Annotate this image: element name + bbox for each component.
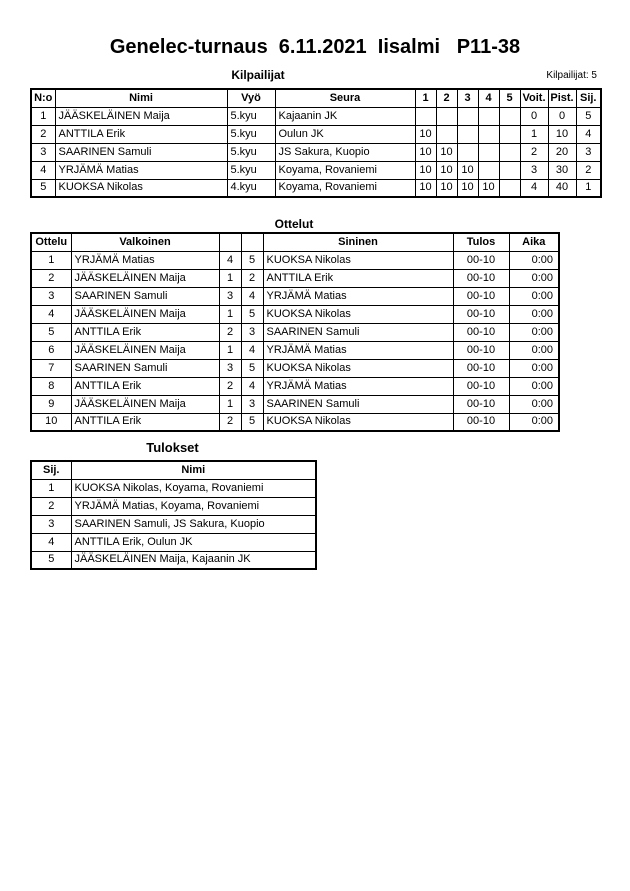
cell-match-no: 5 (31, 323, 71, 341)
cell-white-name: SAARINEN Samuli (71, 287, 219, 305)
cell-time: 0:00 (509, 341, 559, 359)
cell-result: 00-10 (453, 305, 509, 323)
cell-result-name: JÄÄSKELÄINEN Maija, Kajaanin JK (71, 551, 316, 569)
cell-round-4 (478, 143, 499, 161)
col-header-valkoinen: Valkoinen (71, 233, 219, 251)
cell-time: 0:00 (509, 251, 559, 269)
match-row (31, 341, 559, 359)
cell-white-name: ANTTILA Erik (71, 377, 219, 395)
cell-round-3 (457, 125, 478, 143)
results-table (30, 460, 317, 570)
cell-seura: Koyama, Rovaniemi (275, 179, 415, 197)
col-header-5: 5 (499, 89, 520, 107)
cell-white-name: ANTTILA Erik (71, 323, 219, 341)
cell-blue-name: YRJÄMÄ Matias (263, 341, 453, 359)
results-header-row (31, 461, 316, 479)
cell-result: 00-10 (453, 395, 509, 413)
cell-no: 5 (31, 179, 55, 197)
col-header-white-no (219, 233, 241, 251)
cell-round-3: 10 (457, 179, 478, 197)
col-header-pist: Pist. (548, 89, 576, 107)
cell-white-name: JÄÄSKELÄINEN Maija (71, 341, 219, 359)
matches-table (30, 232, 560, 432)
cell-result-name: KUOKSA Nikolas, Koyama, Rovaniemi (71, 479, 316, 497)
cell-result-name: ANTTILA Erik, Oulun JK (71, 533, 316, 551)
cell-voit: 0 (520, 107, 548, 125)
cell-result-name: YRJÄMÄ Matias, Koyama, Rovaniemi (71, 497, 316, 515)
section-title-results: Tulokset (146, 440, 199, 455)
cell-pist: 40 (548, 179, 576, 197)
cell-pist: 0 (548, 107, 576, 125)
cell-round-1: 10 (415, 179, 436, 197)
cell-blue-name: SAARINEN Samuli (263, 395, 453, 413)
col-header-ottelu: Ottelu (31, 233, 71, 251)
match-row (31, 413, 559, 431)
col-header-blue-no (241, 233, 263, 251)
result-row (31, 551, 316, 569)
cell-round-1: 10 (415, 125, 436, 143)
cell-placement: 4 (31, 533, 71, 551)
cell-round-1: 10 (415, 143, 436, 161)
cell-round-2: 10 (436, 143, 457, 161)
cell-result: 00-10 (453, 413, 509, 431)
cell-voit: 1 (520, 125, 548, 143)
competitor-row (31, 179, 601, 197)
cell-vyo: 5.kyu (227, 143, 275, 161)
cell-blue-no: 4 (241, 341, 263, 359)
cell-result: 00-10 (453, 251, 509, 269)
competitors-header-row (31, 89, 601, 107)
cell-vyo: 5.kyu (227, 125, 275, 143)
cell-seura: Kajaanin JK (275, 107, 415, 125)
cell-time: 0:00 (509, 269, 559, 287)
cell-vyo: 4.kyu (227, 179, 275, 197)
cell-sij: 5 (576, 107, 601, 125)
cell-vyo: 5.kyu (227, 107, 275, 125)
col-header-placement: Sij. (31, 461, 71, 479)
cell-sij: 1 (576, 179, 601, 197)
cell-placement: 1 (31, 479, 71, 497)
col-header-sij: Sij. (576, 89, 601, 107)
cell-no: 2 (31, 125, 55, 143)
cell-time: 0:00 (509, 377, 559, 395)
cell-blue-name: SAARINEN Samuli (263, 323, 453, 341)
cell-round-4 (478, 107, 499, 125)
page-title: Genelec-turnaus 6.11.2021 Iisalmi P11-38 (109, 36, 521, 58)
cell-match-no: 8 (31, 377, 71, 395)
col-header-sininen: Sininen (263, 233, 453, 251)
cell-seura: Koyama, Rovaniemi (275, 161, 415, 179)
cell-blue-name: KUOKSA Nikolas (263, 413, 453, 431)
cell-blue-no: 4 (241, 287, 263, 305)
cell-result: 00-10 (453, 269, 509, 287)
cell-blue-name: KUOKSA Nikolas (263, 359, 453, 377)
cell-placement: 2 (31, 497, 71, 515)
cell-placement: 3 (31, 515, 71, 533)
cell-no: 4 (31, 161, 55, 179)
match-row (31, 251, 559, 269)
cell-white-name: YRJÄMÄ Matias (71, 251, 219, 269)
cell-white-no: 4 (219, 251, 241, 269)
cell-white-name: JÄÄSKELÄINEN Maija (71, 305, 219, 323)
cell-blue-no: 5 (241, 251, 263, 269)
cell-time: 0:00 (509, 287, 559, 305)
cell-time: 0:00 (509, 359, 559, 377)
cell-sij: 4 (576, 125, 601, 143)
cell-match-no: 10 (31, 413, 71, 431)
cell-white-no: 3 (219, 287, 241, 305)
cell-nimi: SAARINEN Samuli (55, 143, 227, 161)
cell-round-5 (499, 125, 520, 143)
cell-blue-name: ANTTILA Erik (263, 269, 453, 287)
cell-match-no: 1 (31, 251, 71, 269)
result-row (31, 479, 316, 497)
cell-no: 1 (31, 107, 55, 125)
cell-match-no: 7 (31, 359, 71, 377)
col-header-vyo: Vyö (227, 89, 275, 107)
col-header-4: 4 (478, 89, 499, 107)
cell-white-no: 2 (219, 413, 241, 431)
cell-white-no: 2 (219, 377, 241, 395)
cell-round-4 (478, 125, 499, 143)
cell-result: 00-10 (453, 323, 509, 341)
competitor-row (31, 143, 601, 161)
cell-time: 0:00 (509, 413, 559, 431)
cell-sij: 2 (576, 161, 601, 179)
competitor-row (31, 107, 601, 125)
col-header-1: 1 (415, 89, 436, 107)
match-row (31, 395, 559, 413)
col-header-result-name: Nimi (71, 461, 316, 479)
cell-vyo: 5.kyu (227, 161, 275, 179)
match-row (31, 377, 559, 395)
cell-result: 00-10 (453, 359, 509, 377)
cell-round-2 (436, 125, 457, 143)
cell-white-name: JÄÄSKELÄINEN Maija (71, 269, 219, 287)
cell-white-name: ANTTILA Erik (71, 413, 219, 431)
competitors-table (30, 88, 602, 198)
cell-nimi: JÄÄSKELÄINEN Maija (55, 107, 227, 125)
cell-round-3 (457, 107, 478, 125)
cell-round-5 (499, 107, 520, 125)
cell-sij: 3 (576, 143, 601, 161)
section-title-matches: Ottelut (274, 217, 314, 231)
cell-white-no: 1 (219, 269, 241, 287)
cell-nimi: YRJÄMÄ Matias (55, 161, 227, 179)
competitor-row (31, 161, 601, 179)
cell-blue-name: YRJÄMÄ Matias (263, 377, 453, 395)
cell-match-no: 2 (31, 269, 71, 287)
cell-match-no: 6 (31, 341, 71, 359)
cell-pist: 30 (548, 161, 576, 179)
cell-voit: 3 (520, 161, 548, 179)
cell-nimi: KUOKSA Nikolas (55, 179, 227, 197)
cell-result-name: SAARINEN Samuli, JS Sakura, Kuopio (71, 515, 316, 533)
cell-blue-name: KUOKSA Nikolas (263, 251, 453, 269)
cell-white-name: JÄÄSKELÄINEN Maija (71, 395, 219, 413)
cell-match-no: 3 (31, 287, 71, 305)
cell-blue-no: 3 (241, 323, 263, 341)
cell-round-3: 10 (457, 161, 478, 179)
cell-blue-no: 2 (241, 269, 263, 287)
match-row (31, 269, 559, 287)
cell-white-no: 1 (219, 305, 241, 323)
match-row (31, 287, 559, 305)
cell-round-5 (499, 179, 520, 197)
cell-result: 00-10 (453, 287, 509, 305)
result-row (31, 533, 316, 551)
cell-time: 0:00 (509, 305, 559, 323)
cell-blue-no: 5 (241, 359, 263, 377)
competitors-count-label: Kilpailijat: 5 (546, 70, 597, 81)
match-row (31, 305, 559, 323)
result-row (31, 497, 316, 515)
cell-white-name: SAARINEN Samuli (71, 359, 219, 377)
match-row (31, 359, 559, 377)
cell-blue-no: 5 (241, 413, 263, 431)
cell-blue-no: 4 (241, 377, 263, 395)
cell-round-2 (436, 107, 457, 125)
matches-header-row (31, 233, 559, 251)
match-row (31, 323, 559, 341)
cell-round-2: 10 (436, 161, 457, 179)
cell-round-3 (457, 143, 478, 161)
cell-match-no: 9 (31, 395, 71, 413)
cell-round-5 (499, 143, 520, 161)
cell-match-no: 4 (31, 305, 71, 323)
col-header-2: 2 (436, 89, 457, 107)
cell-round-1 (415, 107, 436, 125)
cell-round-4 (478, 161, 499, 179)
section-title-competitors: Kilpailijat (231, 68, 285, 82)
cell-pist: 10 (548, 125, 576, 143)
cell-result: 00-10 (453, 341, 509, 359)
cell-round-1: 10 (415, 161, 436, 179)
cell-white-no: 2 (219, 323, 241, 341)
cell-round-5 (499, 161, 520, 179)
cell-seura: Oulun JK (275, 125, 415, 143)
cell-white-no: 1 (219, 341, 241, 359)
cell-result: 00-10 (453, 377, 509, 395)
cell-time: 0:00 (509, 395, 559, 413)
cell-white-no: 1 (219, 395, 241, 413)
cell-round-4: 10 (478, 179, 499, 197)
cell-seura: JS Sakura, Kuopio (275, 143, 415, 161)
cell-voit: 4 (520, 179, 548, 197)
competitor-row (31, 125, 601, 143)
cell-no: 3 (31, 143, 55, 161)
col-header-seura: Seura (275, 89, 415, 107)
cell-blue-name: YRJÄMÄ Matias (263, 287, 453, 305)
col-header-tulos: Tulos (453, 233, 509, 251)
cell-blue-name: KUOKSA Nikolas (263, 305, 453, 323)
cell-pist: 20 (548, 143, 576, 161)
col-header-aika: Aika (509, 233, 559, 251)
cell-placement: 5 (31, 551, 71, 569)
result-row (31, 515, 316, 533)
cell-blue-no: 3 (241, 395, 263, 413)
cell-round-2: 10 (436, 179, 457, 197)
cell-time: 0:00 (509, 323, 559, 341)
col-header-no: N:o (31, 89, 55, 107)
cell-white-no: 3 (219, 359, 241, 377)
cell-blue-no: 5 (241, 305, 263, 323)
col-header-3: 3 (457, 89, 478, 107)
cell-voit: 2 (520, 143, 548, 161)
col-header-nimi: Nimi (55, 89, 227, 107)
col-header-voit: Voit. (520, 89, 548, 107)
cell-nimi: ANTTILA Erik (55, 125, 227, 143)
